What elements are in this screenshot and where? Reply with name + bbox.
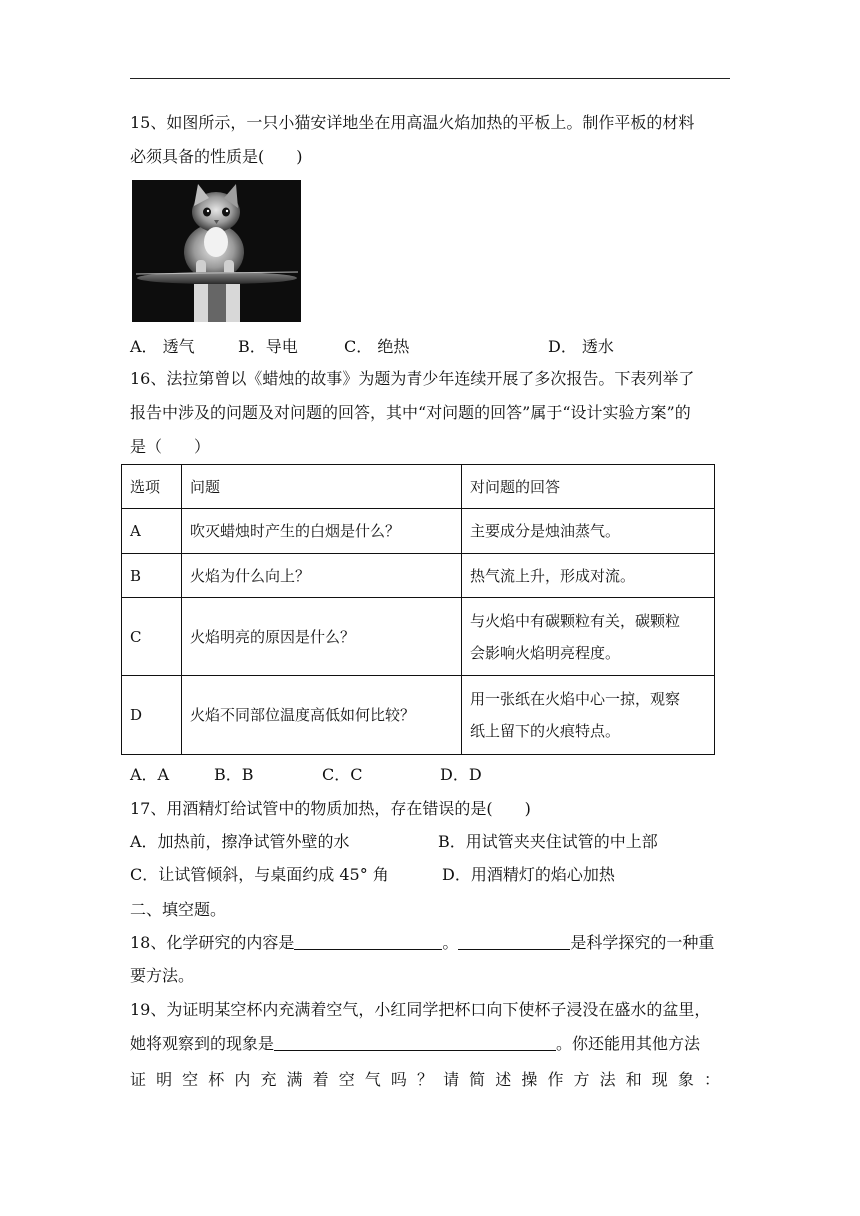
q18-blank-2[interactable] — [458, 933, 570, 950]
table-cell-question: 吹灭蜡烛时产生的白烟是什么？ — [182, 509, 462, 554]
q16-table — [121, 464, 715, 755]
table-row — [122, 554, 715, 598]
q16-line1: 16、法拉第曾以《蜡烛的故事》为题为青少年连续开展了多次报告。下表列举了 — [130, 369, 695, 388]
table-cell-answer — [462, 554, 715, 598]
answer-line: 与火焰中有碳颗粒有关，碳颗粒 — [470, 611, 681, 630]
header-rule — [130, 78, 730, 79]
table-header-row — [122, 465, 715, 509]
answer-line: 会影响火焰明亮程度。 — [470, 643, 621, 662]
q17-line1: 17、用酒精灯给试管中的物质加热，存在错误的是( ) — [130, 799, 531, 818]
table-cell-option: D — [122, 676, 182, 755]
table-cell-answer — [462, 509, 715, 554]
kitten-on-plate-image — [132, 180, 301, 322]
q19-line3: 证明空杯内充满着空气吗？请简述操作方法和现象： — [130, 1070, 730, 1089]
answer-line: 用一张纸在火焰中心一掠，观察 — [470, 690, 681, 708]
q15-option-b: B．导电 — [238, 337, 298, 356]
q15-option-c: C． 绝热 — [344, 337, 410, 356]
q18-mid: 。 — [442, 933, 459, 952]
table-cell-option: B — [122, 554, 182, 598]
q16-option-c: C．C — [322, 765, 363, 784]
q15-option-a: A． 透气 — [130, 337, 195, 356]
q19-blank-1[interactable] — [274, 1034, 556, 1051]
table-cell-question: 火焰为什么向上？ — [182, 554, 462, 598]
table-cell-answer — [462, 676, 715, 755]
q16-option-d: D．D — [440, 765, 482, 784]
q16-line2: 报告中涉及的问题及对问题的回答，其中“对问题的回答”属于“设计实验方案”的 — [130, 403, 691, 422]
q18-prefix: 18、化学研究的内容是 — [130, 933, 295, 952]
table-row — [122, 598, 715, 676]
q16-option-b: B．B — [214, 765, 254, 784]
answer-line: 纸上留下的火痕特点。 — [470, 722, 621, 740]
q19-line1: 19、为证明某空杯内充满着空气，小红同学把杯口向下使杯子浸没在盛水的盆里， — [130, 1000, 711, 1019]
q18-suffix: 是科学探究的一种重 — [570, 933, 715, 952]
q19-line2 — [130, 1033, 700, 1055]
q18-blank-1[interactable] — [294, 933, 442, 950]
answer-line: 主要成分是烛油蒸气。 — [470, 522, 621, 540]
q19-prefix: 她将观察到的现象是 — [130, 1034, 275, 1053]
answer-line: 热气流上升，形成对流。 — [470, 566, 636, 585]
q16-line3: 是（ ） — [130, 437, 211, 456]
q18-line2: 要方法。 — [130, 966, 195, 985]
q17-option-a: A．加热前，擦净试管外壁的水 — [130, 832, 350, 851]
table-cell-question: 火焰明亮的原因是什么？ — [182, 598, 462, 676]
table-header-question: 问题 — [182, 465, 462, 509]
q17-option-b: B．用试管夹夹住试管的中上部 — [438, 832, 658, 851]
q17-option-d: D．用酒精灯的焰心加热 — [442, 865, 615, 884]
table-cell-question: 火焰不同部位温度高低如何比较？ — [182, 676, 462, 755]
q15-line2: 必须具备的性质是( ) — [130, 147, 303, 166]
table-header-answer: 对问题的回答 — [462, 465, 715, 509]
table-row — [122, 676, 715, 755]
q16-option-a: A．A — [130, 765, 170, 784]
section-heading: 二、填空题。 — [130, 900, 227, 919]
q19-suffix: 。你还能用其他方法 — [556, 1034, 701, 1053]
q18-line1 — [130, 932, 714, 954]
table-cell-option: A — [122, 509, 182, 554]
table-row — [122, 509, 715, 554]
table-header-option: 选项 — [122, 465, 182, 509]
table-cell-answer — [462, 598, 715, 676]
q15-line1: 15、如图所示，一只小猫安详地坐在用高温火焰加热的平板上。制作平板的材料 — [130, 113, 695, 132]
table-cell-option: C — [122, 598, 182, 676]
q15-option-d: D． 透水 — [548, 337, 614, 356]
q17-option-c: C．让试管倾斜，与桌面约成 45° 角 — [130, 865, 389, 884]
